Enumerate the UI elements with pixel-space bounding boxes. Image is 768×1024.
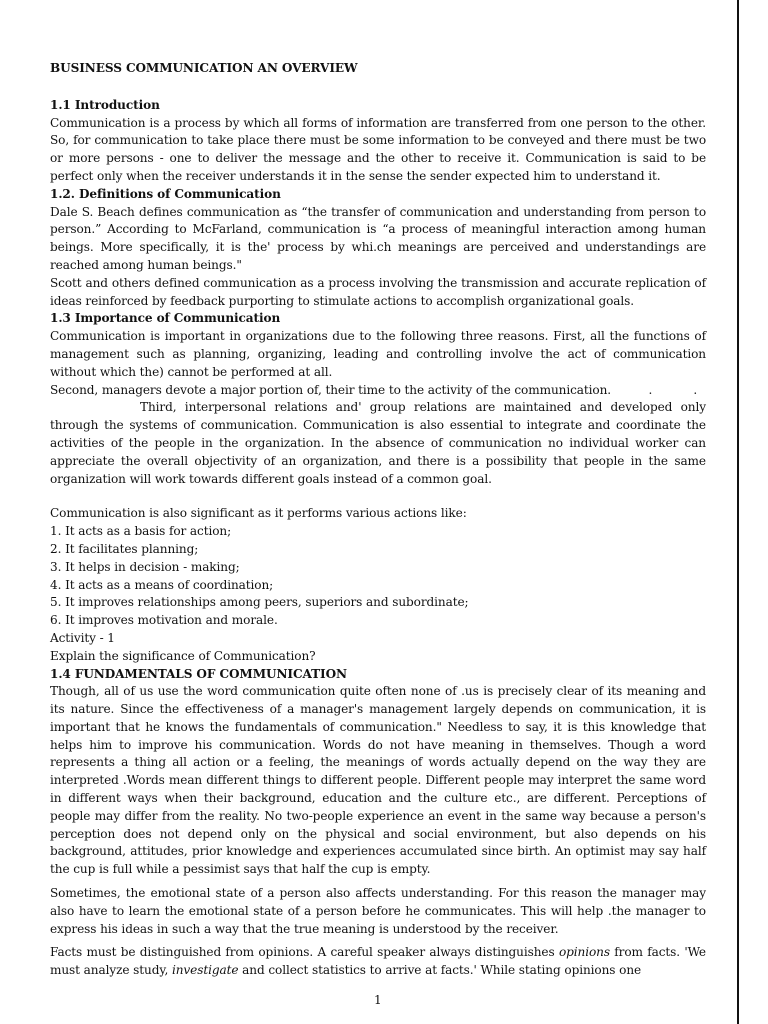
document-page bbox=[50, 60, 706, 980]
activity-label: Activity - 1 bbox=[50, 630, 115, 645]
definitions-paragraph-1: Dale S. Beach defines communication as “the transfer of communication and understanding from person to person.” According to McFarland, communication is “a process of meaningful interaction among human beings. More specifically, it is the' process by whi.ch meanings are perceived and understandings are reached among human beings." bbox=[50, 204, 706, 272]
emphasis-investigate: investigate bbox=[171, 963, 239, 978]
heading-fundamentals: 1.4 FUNDAMENTALS OF COMMUNICATION bbox=[50, 666, 347, 681]
activity-question: Explain the significance of Communication? bbox=[50, 648, 316, 663]
actions-intro: Communication is also significant as it performs various actions like: bbox=[50, 506, 467, 521]
intro-paragraph: Communication is a process by which all forms of information are transferred from one person to the other. So, for communication to take place there must be some information to be conveyed and there must be two or more persons - one to deliver the message and the other to receive it. Communication is said to be perfect only when the receiver understands it in the sense the sender expected him to understand it. bbox=[50, 115, 706, 183]
heading-introduction: 1.1 Introduction bbox=[50, 97, 160, 112]
fundamentals-paragraph-3-part-1: Facts must be distinguished from opinions. A careful speaker always distinguishes bbox=[50, 945, 559, 960]
list-item: 6. It improves motivation and morale. bbox=[50, 613, 278, 628]
definitions-paragraph-2: Scott and others defined communication as a process involving the transmission and accurate replication of ideas reinforced by feedback purporting to stimulate actions to accomplish organizational goals. bbox=[50, 275, 706, 308]
page-number: 1 bbox=[374, 993, 382, 1007]
fundamentals-paragraph-2: Sometimes, the emotional state of a person also affects understanding. For this reason the manager may also have to learn the emotional state of a person before he communicates. This will help .the manager to express his ideas in such a way that the true meaning is understood by the receiver. bbox=[50, 886, 706, 936]
fundamentals-paragraph-3-part-2: from facts. 'We must analyze study, bbox=[50, 945, 706, 978]
actions-list bbox=[50, 523, 706, 630]
importance-paragraph-2: Second, managers devote a major portion of, their time to the activity of the communication. . . bbox=[50, 382, 698, 397]
importance-paragraph-1: Communication is important in organizations due to the following three reasons. First, all the functions of management such as planning, organizing, leading and controlling involve the act of communication without which the) cannot be performed at all. bbox=[50, 329, 706, 379]
document-title: BUSINESS COMMUNICATION AN OVERVIEW bbox=[50, 61, 358, 75]
fundamentals-paragraph-3-part-3: and collect statistics to arrive at facts.' While stating opinions one bbox=[238, 963, 642, 978]
heading-definitions: 1.2. Definitions of Communication bbox=[50, 186, 281, 201]
importance-paragraph-3: Third, interpersonal relations and' group relations are maintained and developed only through the systems of communication. Communication is also essential to integrate and coordinate the activities of the people in the organization. In the absence of communication no individual worker can appreciate the overall objectivity of an organization, and there is a possibility that people in the same organization will work towards different goals instead of a common goal. bbox=[50, 400, 706, 486]
importance-paragraph-3-first-line bbox=[50, 399, 706, 488]
fundamentals-paragraph-1: Though, all of us use the word communication quite often none of .us is precisely clear of its meaning and its nature. Since the effectiveness of a manager's management largely depends on communication, it is important that he knows the fundamentals of communication." Needless to say, it is this knowledge that helps him to improve his communication. Words do not have meaning in themselves. Though a word represents a thing all action or a feeling, the meanings of words actually depend on the way they are interpreted .Words mean different things to different people. Different people may interpret the same word in different ways when their background, education and the culture etc., are different. Perceptions of people may differ from the reality. No two-people experience an event in the same way because a person's perception does not depend only on the physical and social environment, but also depends on his background, attitudes, prior knowledge and experiences accumulated since birth. An optimist may say half the cup is full while a pessimist says that half the cup is empty. bbox=[50, 684, 706, 877]
heading-importance: 1.3 Importance of Communication bbox=[50, 311, 281, 326]
fundamentals-paragraph-3 bbox=[50, 944, 706, 980]
list-item: 3. It helps in decision - making; bbox=[50, 559, 240, 574]
page-edge-line bbox=[737, 0, 739, 1024]
emphasis-opinions: opinions bbox=[558, 945, 610, 960]
list-item: 5. It improves relationships among peers, superiors and subordinate; bbox=[50, 595, 469, 610]
list-item: 2. It facilitates planning; bbox=[50, 541, 199, 556]
list-item: 4. It acts as a means of coordination; bbox=[50, 577, 274, 592]
list-item: 1. It acts as a basis for action; bbox=[50, 524, 232, 539]
